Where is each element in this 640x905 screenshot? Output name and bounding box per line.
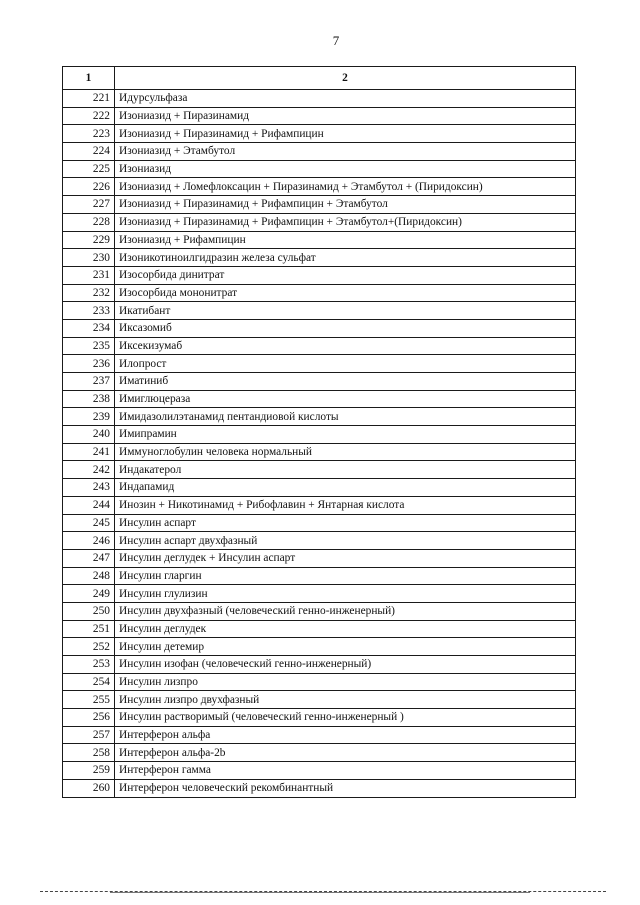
row-number: 238 [63, 390, 115, 408]
drug-name: Илопрост [115, 355, 576, 373]
table-row [63, 549, 576, 567]
drug-name: Интерферон альфа-2b [115, 744, 576, 762]
table-row [63, 638, 576, 656]
drug-name: Идурсульфаза [115, 90, 576, 108]
table-row [63, 426, 576, 444]
row-number: 249 [63, 585, 115, 603]
row-number: 244 [63, 496, 115, 514]
row-number: 258 [63, 744, 115, 762]
table-row [63, 302, 576, 320]
row-number: 251 [63, 620, 115, 638]
table-row [63, 673, 576, 691]
table-row [63, 213, 576, 231]
row-number: 256 [63, 709, 115, 727]
footer-rule [110, 892, 530, 893]
drug-name: Инсулин изофан (человеческий генно-инженерный) [115, 656, 576, 674]
table-row [63, 125, 576, 143]
drug-name: Изониазид + Пиразинамид + Рифампицин [115, 125, 576, 143]
table-row [63, 249, 576, 267]
row-number: 260 [63, 779, 115, 797]
drug-name: Инсулин детемир [115, 638, 576, 656]
row-number: 242 [63, 461, 115, 479]
row-number: 221 [63, 90, 115, 108]
drug-name: Изосорбида динитрат [115, 266, 576, 284]
drug-name: Изониазид + Пиразинамид + Рифампицин + Этамбутол [115, 196, 576, 214]
drug-name: Изоникотиноилгидразин железа сульфат [115, 249, 576, 267]
drug-name: Индакатерол [115, 461, 576, 479]
row-number: 245 [63, 514, 115, 532]
drug-name: Иксекизумаб [115, 337, 576, 355]
table-row [63, 231, 576, 249]
drug-name: Инсулин аспарт [115, 514, 576, 532]
row-number: 250 [63, 602, 115, 620]
row-number: 232 [63, 284, 115, 302]
row-number: 246 [63, 532, 115, 550]
row-number: 243 [63, 479, 115, 497]
drug-name: Изониазид + Пиразинамид + Рифампицин + Этамбутол+(Пиридоксин) [115, 213, 576, 231]
table-row [63, 196, 576, 214]
table-row [63, 90, 576, 108]
row-number: 237 [63, 373, 115, 391]
drug-name: Икатибант [115, 302, 576, 320]
table-row [63, 337, 576, 355]
table-row [63, 319, 576, 337]
table-row [63, 284, 576, 302]
row-number: 241 [63, 443, 115, 461]
drug-name: Инозин + Никотинамид + Рибофлавин + Янтарная кислота [115, 496, 576, 514]
drug-name: Изосорбида мононитрат [115, 284, 576, 302]
row-number: 227 [63, 196, 115, 214]
row-number: 259 [63, 762, 115, 780]
table-row [63, 691, 576, 709]
table-row [63, 355, 576, 373]
drug-name: Изониазид [115, 160, 576, 178]
table-row [63, 744, 576, 762]
drug-name: Инсулин лизпро [115, 673, 576, 691]
table-row [63, 496, 576, 514]
drug-name: Индапамид [115, 479, 576, 497]
drug-name: Инсулин аспарт двухфазный [115, 532, 576, 550]
row-number: 229 [63, 231, 115, 249]
row-number: 240 [63, 426, 115, 444]
table-row [63, 178, 576, 196]
table-row [63, 160, 576, 178]
row-number: 253 [63, 656, 115, 674]
drug-name: Имидазолилэтанамид пентандиовой кислоты [115, 408, 576, 426]
drug-name: Иматиниб [115, 373, 576, 391]
drug-name: Инсулин двухфазный (человеческий генно-инженерный) [115, 602, 576, 620]
row-number: 257 [63, 726, 115, 744]
table-row [63, 656, 576, 674]
table-row [63, 620, 576, 638]
row-number: 228 [63, 213, 115, 231]
page-number: 7 [332, 33, 340, 48]
drug-name: Инсулин глулизин [115, 585, 576, 603]
row-number: 230 [63, 249, 115, 267]
row-number: 254 [63, 673, 115, 691]
table-row [63, 585, 576, 603]
table-body [63, 90, 576, 798]
table-row [63, 408, 576, 426]
drug-name: Интерферон альфа [115, 726, 576, 744]
drug-name: Изониазид + Ломефлоксацин + Пиразинамид + Этамбутол + (Пиридоксин) [115, 178, 576, 196]
drug-name: Изониазид + Этамбутол [115, 143, 576, 161]
row-number: 235 [63, 337, 115, 355]
row-number: 255 [63, 691, 115, 709]
drug-name: Инсулин гларгин [115, 567, 576, 585]
row-number: 239 [63, 408, 115, 426]
row-number: 224 [63, 143, 115, 161]
table-row [63, 602, 576, 620]
drug-name: Иксазомиб [115, 319, 576, 337]
drug-name: Имипрамин [115, 426, 576, 444]
table-row [63, 514, 576, 532]
table-row [63, 726, 576, 744]
row-number: 236 [63, 355, 115, 373]
table-row [63, 443, 576, 461]
row-number: 234 [63, 319, 115, 337]
drug-name: Инсулин деглудек [115, 620, 576, 638]
table-row [63, 143, 576, 161]
table-row [63, 779, 576, 797]
row-number: 231 [63, 266, 115, 284]
table-row [63, 567, 576, 585]
row-number: 223 [63, 125, 115, 143]
column-header-name: 2 [115, 67, 576, 90]
drug-name: Имиглюцераза [115, 390, 576, 408]
drug-name: Инсулин растворимый (человеческий генно-инженерный ) [115, 709, 576, 727]
table-row [63, 709, 576, 727]
drug-name: Иммуноглобулин человека нормальный [115, 443, 576, 461]
drug-name: Интерферон человеческий рекомбинантный [115, 779, 576, 797]
table-row [63, 532, 576, 550]
row-number: 252 [63, 638, 115, 656]
drug-name: Интерферон гамма [115, 762, 576, 780]
table-header-row [63, 67, 576, 90]
drug-name: Изониазид + Пиразинамид [115, 107, 576, 125]
drug-list-table [62, 66, 576, 798]
row-number: 226 [63, 178, 115, 196]
row-number: 225 [63, 160, 115, 178]
table-row [63, 461, 576, 479]
drug-name: Изониазид + Рифампицин [115, 231, 576, 249]
drug-name: Инсулин деглудек + Инсулин аспарт [115, 549, 576, 567]
table-row [63, 762, 576, 780]
row-number: 233 [63, 302, 115, 320]
table-row [63, 107, 576, 125]
table-row [63, 266, 576, 284]
drug-name: Инсулин лизпро двухфазный [115, 691, 576, 709]
row-number: 222 [63, 107, 115, 125]
table-row [63, 479, 576, 497]
row-number: 248 [63, 567, 115, 585]
column-header-number: 1 [63, 67, 115, 90]
table-row [63, 390, 576, 408]
table-row [63, 373, 576, 391]
row-number: 247 [63, 549, 115, 567]
